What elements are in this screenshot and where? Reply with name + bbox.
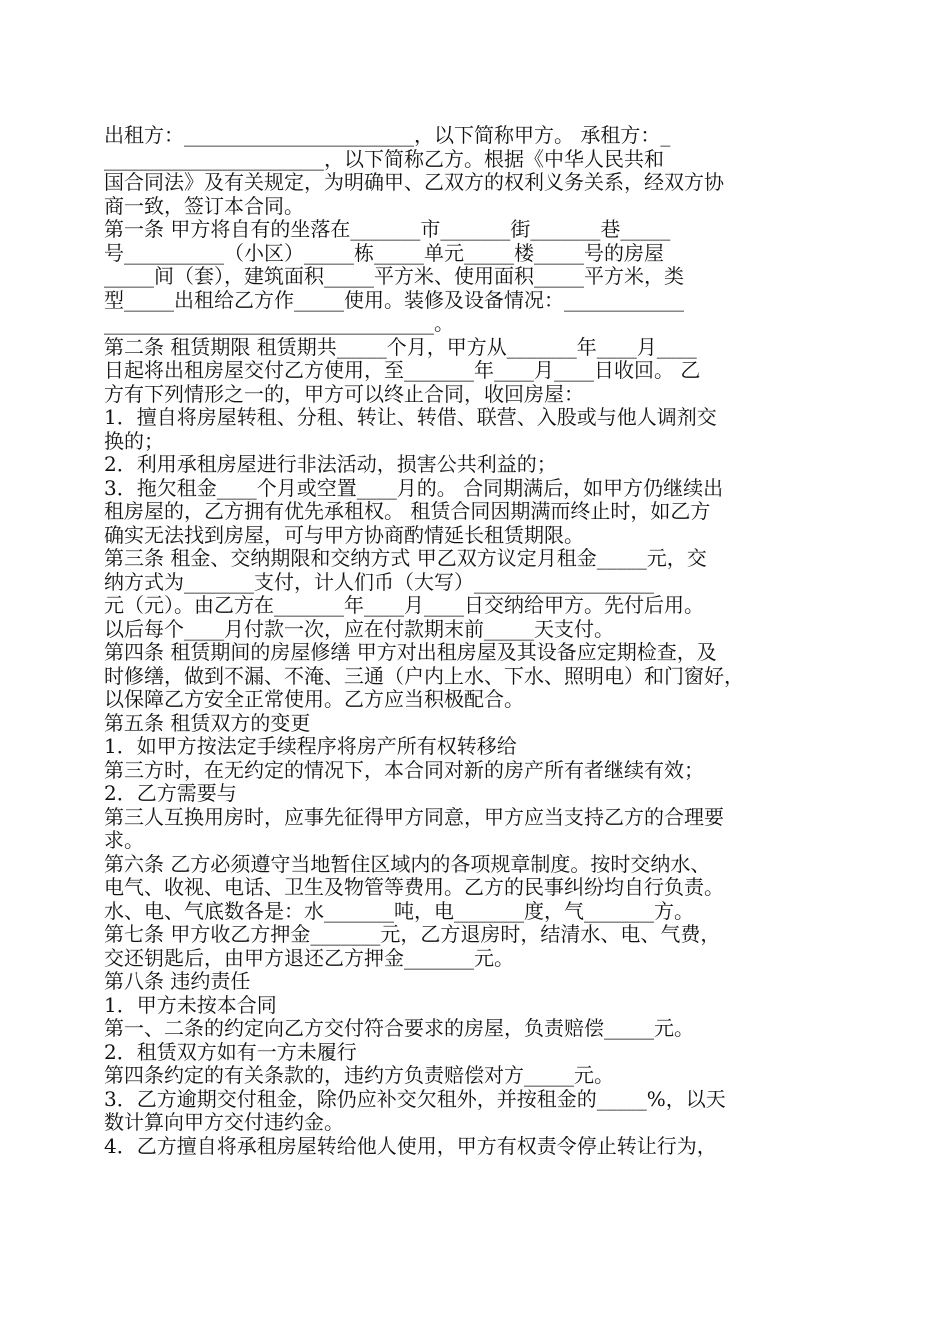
document-line: 2．租赁双方如有一方未履行 bbox=[104, 1040, 357, 1064]
document-line: 商一致，签订本合同。 bbox=[104, 194, 304, 218]
document-line: 2．利用承租房屋进行非法活动，损害公共利益的； bbox=[104, 453, 557, 476]
document-line: 1．甲方未按本合同 bbox=[104, 993, 277, 1017]
document-line: 交还钥匙后，由甲方退还乙方押金_______元。 bbox=[104, 946, 514, 970]
contract-document bbox=[104, 124, 850, 1158]
document-line: 第六条 乙方必须遵守当地暂住区域内的各项规章制度。按时交纳水、 bbox=[104, 852, 711, 876]
document-line: 第一、二条的约定向乙方交付符合要求的房屋，负责赔偿_____元。 bbox=[104, 1017, 694, 1040]
document-line: 第八条 违约责任 bbox=[104, 970, 251, 993]
document-line: 租房屋的，乙方拥有优先承租权。 租赁合同因期满而终止时，如乙方 bbox=[104, 500, 711, 523]
document-line: 日起将出租房屋交付乙方使用，至_______年____月____日收回。 乙 bbox=[104, 359, 701, 382]
document-line: 4．乙方擅自将承租房屋转给他人使用，甲方有权责令停止转让行为， bbox=[104, 1134, 717, 1158]
document-line: 第五条 租赁双方的变更 bbox=[104, 711, 311, 735]
document-line: 元（元）。由乙方在_______年____月____日交纳给甲方。先付后用。 bbox=[104, 594, 704, 617]
document-line: 第三方时，在无约定的情况下，本合同对新的房产所有者继续有效； bbox=[104, 758, 704, 782]
document-line: 2．乙方需要与 bbox=[104, 782, 237, 805]
document-line: 时修缮，做到不漏、不淹、三通（户内上水、下水、照明电）和门窗好， bbox=[104, 664, 744, 688]
document-line: 数计算向甲方交付违约金。 bbox=[104, 1111, 344, 1134]
document-line: 水、电、气底数各是：水_______吨，电_______度，气_______方。 bbox=[104, 899, 694, 923]
document-line: 以保障乙方安全正常使用。乙方应当积极配合。 bbox=[104, 688, 524, 711]
document-line: _________________________________。 bbox=[104, 312, 454, 335]
document-line: 第一条 甲方将自有的坐落在_______市_______街_______巷_____ bbox=[104, 218, 671, 241]
document-line: 第七条 甲方收乙方押金_______元，乙方退房时，结清水、电、气费， bbox=[104, 923, 721, 946]
document-line: 1．如甲方按法定手续程序将房产所有权转移给 bbox=[104, 735, 517, 758]
document-line: 第三条 租金、交纳期限和交纳方式 甲乙双方议定月租金_____元，交 bbox=[104, 547, 707, 570]
document-line: _____间（套），建筑面积_____平方米、使用面积_____平方米，类 bbox=[104, 265, 684, 288]
document-line: ______________________，以下简称乙方。根据《中华人民共和 bbox=[104, 147, 664, 171]
document-line: 国合同法》及有关规定，为明确甲、乙双方的权利义务关系，经双方协 bbox=[104, 171, 724, 194]
document-line: 号__________（小区）_____栋_____单元_____楼_____号的房屋 bbox=[104, 241, 664, 265]
document-line: 第四条约定的有关条款的，违约方负责赔偿对方_____元。 bbox=[104, 1064, 614, 1087]
document-line: 出租方：_______________________，以下简称甲方。 承租方：_ bbox=[104, 124, 671, 147]
document-line: 电气、收视、电话、卫生及物管等费用。乙方的民事纠纷均自行负责。 bbox=[104, 876, 724, 899]
document-line: 求。 bbox=[104, 829, 144, 852]
document-line: 方有下列情形之一的，甲方可以终止合同，收回房屋： bbox=[104, 382, 584, 406]
document-line: 型_____出租给乙方作_____使用。装修及设备情况：____________ bbox=[104, 288, 684, 312]
document-line: 第二条 租赁期限 租赁期共_____个月，甲方从_______年____月____ bbox=[104, 335, 697, 359]
document-line: 第三人互换用房时，应事先征得甲方同意，甲方应当支持乙方的合理要 bbox=[104, 805, 724, 829]
document-line: 3．拖欠租金____个月或空置____月的。 合同期满后，如甲方仍继续出 bbox=[104, 476, 724, 500]
document-line: 第四条 租赁期间的房屋修缮 甲方对出租房屋及其设备应定期检查，及 bbox=[104, 641, 717, 664]
document-line: 确实无法找到房屋，可与甲方协商酌情延长租赁期限。 bbox=[104, 523, 584, 547]
document-line: 换的； bbox=[104, 429, 164, 453]
document-line: 1．擅自将房屋转租、分租、转让、转借、联营、入股或与他人调剂交 bbox=[104, 406, 717, 429]
document-line: 纳方式为_______支付，计人们币（大写）__________________ bbox=[104, 570, 654, 594]
document-line: 以后每个____月付款一次，应在付款期末前_____天支付。 bbox=[104, 617, 614, 641]
document-line: 3．乙方逾期交付租金，除仍应补交欠租外，并按租金的_____%，以天 bbox=[104, 1087, 726, 1111]
